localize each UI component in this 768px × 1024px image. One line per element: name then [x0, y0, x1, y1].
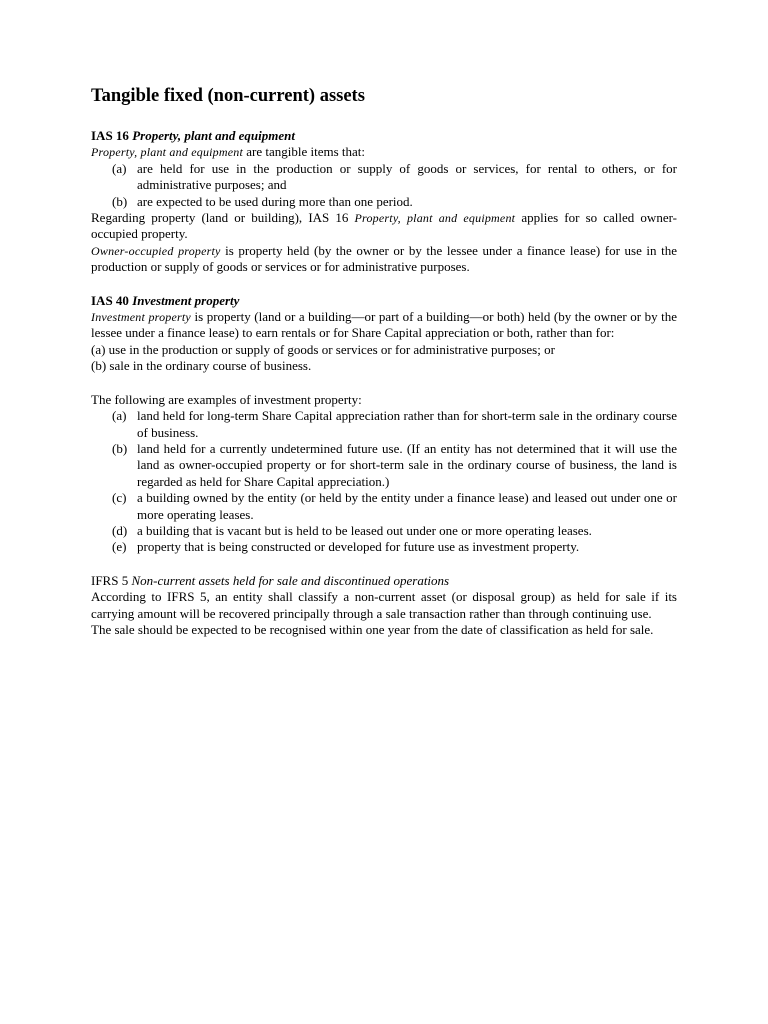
ifrs5-paragraph-2: The sale should be expected to be recognised within one year from the date of classification as held for sale.: [91, 621, 654, 637]
list-item: [112, 539, 677, 555]
ias40-name: Investment property: [132, 292, 240, 308]
list-item-text: a building owned by the entity (or held by the entity under a finance lease) and leased out under one or more operating leases.: [137, 490, 677, 522]
list-item-text: land held for long-term Share Capital appreciation rather than for short-term sale in the ordinary course of business.: [137, 408, 677, 440]
list-item-marker: (a): [112, 408, 127, 424]
list-item: [112, 408, 677, 441]
ias16-criteria-list: [91, 161, 677, 210]
list-item-marker: (b): [112, 440, 128, 456]
page-title: Tangible fixed (non-current) assets: [91, 86, 365, 106]
ias40-line-a: (a) use in the production or supply of goods or services or for administrative purposes; or: [91, 341, 555, 357]
ias40-def-rest: is property (land or a building—or part of a building—or both) held (by the owner or by the lessee under a finance lease) to earn rentals or for Share Capital appreciation or both, rather than for:: [91, 309, 677, 341]
ias16-regarding-pre: Regarding property (land or building), IAS 16: [91, 210, 355, 226]
ias40-heading: [91, 293, 677, 309]
list-item-marker: (b): [112, 193, 128, 209]
list-item: [112, 523, 677, 539]
ias16-regarding-post: applies for so called owner-occupied property.: [91, 210, 677, 242]
ias16-definition: [91, 144, 677, 160]
list-item: [112, 490, 677, 523]
list-item-text: property that is being constructed or developed for future use as investment property.: [137, 539, 580, 555]
ias16-code: IAS 16: [91, 128, 129, 143]
ias16-regarding-term: Property, plant and equipment: [354, 211, 516, 226]
list-item-text: land held for a currently undetermined future use. (If an entity has not determined that it will use the land as owner-occupied property or for short-term sale in the ordinary course of business, the land is regarded as held for Share Capital appreciation.): [137, 440, 677, 489]
ifrs5-code: IFRS 5: [91, 572, 129, 588]
ifrs5-paragraph-1: According to IFRS 5, an entity shall classify a non-current asset (or disposal group) as held for sale if its carrying amount will be recovered principally through a sale transaction rather than through continuing use.: [91, 589, 677, 621]
ifrs5-name: Non-current assets held for sale and discontinued operations: [131, 572, 450, 588]
ias40-examples-list: [91, 408, 677, 556]
list-item: [112, 194, 677, 210]
ifrs5-heading: [91, 573, 677, 589]
list-item-marker: (c): [112, 490, 127, 506]
ias16-def-term: Property, plant and equipment: [91, 145, 244, 160]
list-item-text: are expected to be used during more than one period.: [137, 193, 413, 209]
list-item-marker: (e): [112, 539, 127, 555]
ias16-regarding-paragraph: [91, 210, 677, 243]
ias40-line-b: (b) sale in the ordinary course of business.: [91, 358, 312, 374]
ias16-heading: [91, 128, 677, 144]
list-item-marker: (d): [112, 522, 128, 538]
list-item: [112, 441, 677, 490]
ias40-code: IAS 40: [91, 292, 129, 308]
list-item-text: are held for use in the production or supply of goods or services, for rental to others, or for administrative purposes; and: [137, 160, 677, 193]
ias16-owner-rest: is property held (by the owner or by the lessee under a finance lease) for use in the production or supply of goods or services or for administrative purposes.: [91, 242, 678, 275]
ias16-name: Property, plant and equipment: [132, 128, 295, 143]
ias16-owner-occupied-paragraph: [91, 243, 677, 276]
ias40-examples-intro: The following are examples of investment property:: [91, 391, 362, 407]
list-item-marker: (a): [112, 160, 127, 176]
ias40-def-term: Investment property: [91, 310, 191, 325]
list-item-text: a building that is vacant but is held to be leased out under one or more operating leases.: [137, 522, 592, 538]
ias16-owner-term: Owner-occupied property: [91, 243, 221, 258]
list-item: [112, 161, 677, 194]
ias16-def-rest: are tangible items that:: [243, 144, 366, 160]
document-page: [91, 84, 677, 638]
ias40-definition: [91, 309, 677, 342]
